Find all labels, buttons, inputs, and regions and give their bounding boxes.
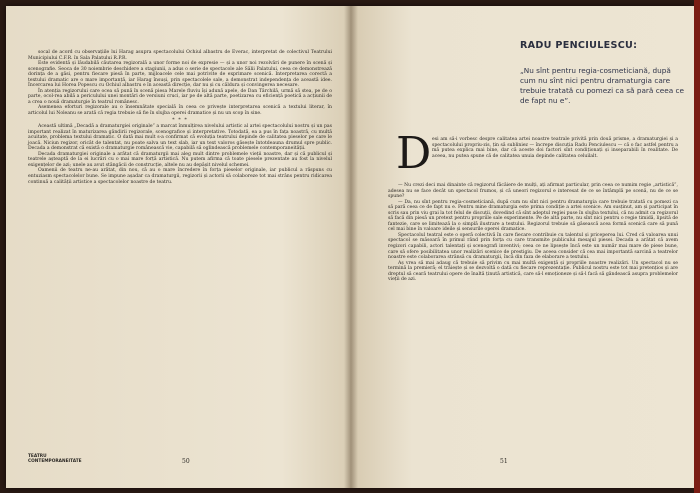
paragraph: Decada dramaturgiei originale a arătat că dramaturgii mai aleg mult dintre problemele vieții noastre, dar și că publicul și teatrele așteaptă de la ei lucrări cu o mai mare forță artistică. Nu putem afirma că toate piesele prezentate au fost la nivelul exigențelor de azi; unele au avut stângăcii de construcție, altele nu au depășit nivelul schemei. bbox=[28, 151, 332, 168]
footer-line: CONTEMPORANEITATE bbox=[28, 459, 82, 464]
intro-text bbox=[432, 137, 678, 159]
drop-cap: D bbox=[396, 128, 432, 179]
paragraph: În atenția regizorului care ocea să pună în scenă piesa Marele fluviu își adună apele, de Dan Tărchilă, urmă să stea, pe de o parte, ocol-rea abilă a periculului unei montări de versiuni cruci, iar pe de altă parte, poetizarea cu eficiență poetică a acțiunii de a crea o nouă dramaturgie în teatrul românesc. bbox=[28, 88, 332, 105]
running-footer bbox=[28, 454, 82, 464]
binding-edge bbox=[694, 0, 700, 493]
paragraph: Oamenii de teatru ne-au arătat, din nou, că au o mare încredere în forța pieselor originale, iar publicul a răspuns cu entuziasm spectacolelor bune. Se impune așadar ca dramaturgii, regizorii și actorii să colaboreze tot mai strâns pentru ridicarea continuă a calității artistice a spectacolelor noastre de teatru. bbox=[28, 168, 332, 185]
paragraph: Această ultimă „Decadă a dramaturgiei originale” a marcat înmulțirea nivelului artistic al artei spectacolului nostru și un pas important realizat în maturizarea gândirii regizorale, scenografice și interpretative. Totodată, ea a pus în fața noastră, cu multă acuitate, problema textului dramatic. O dată mai mult s-a confirmat că evoluția teatrului depinde de calitatea pieselor pe care le joacă. Niciun regizor, oricât de talentat, nu poate salva un text slab, iar un text valoros găsește întotdeauna drumul spre public. Decada a demonstrat că există o dramaturgie românească vie, capabilă să oglindească problemele contemporaneității. bbox=[28, 124, 332, 152]
paragraph: Asemenea eforturi regizorale au o însemnătate specială în ceea ce privește interpretarea scenică a textului literar, în articolul lui Noleanu se arată că regia trebuie să fie în slujba operei dramatice și nu un scop în sine. bbox=[28, 105, 332, 117]
book-spread bbox=[6, 6, 694, 488]
right-page-text-column bbox=[388, 183, 678, 283]
paragraph: Spectacolul teatral este o operă colectivă în care fiecare contribuie cu talentul și priceperea lui. Cred că valoarea unui spectacol se măsoară în primul rând prin forța cu care transmite publicului mesajul piesei. Decada a arătat că avem regizori capabili, actori talentați și scenografi inventivi; ceea ce ne lipsește încă este un număr mai mare de piese bune, care să ofere posibilitatea unor realizări scenice de prestigiu. De aceea consider că cea mai importantă sarcină a teatrelor noastre este colaborarea strânsă cu dramaturgii, încă din faza de elaborare a textului. bbox=[388, 232, 678, 261]
book-gutter bbox=[344, 6, 358, 488]
paragraph: socal de acord cu observațiile lui Harag asupra spectacolului Ochiul albastru de Everac, interpretat de colectivul Teatrului Municipiului C.F.R. în Sala Palatului R.P.R. bbox=[28, 50, 332, 61]
paragraph: Este evidentă și lăudabilă căutarea regizorală a unor forme noi de expresie — și a unor noi rezolvări de punere în scenă și scenografie. Seoca de 30 noiembrie deschidere a stagiunii, a adus o serie de spectacole ale Sălii Palatului, ceea ce demonstrează dorința de a găsi, pentru fiecare piesă în parte, mijloacele cele mai potrivite de exprimare scenică. Interpretarea corectă a textului dramatic are o mare importanță, iar Harag însuși, prin spectacolele sale, a demonstrat independența de această idee. Încercarea lui Horea Popescu cu Ochiul albastru e în această direcție, dar nu și cu căldura și convingerea necesare. bbox=[28, 61, 332, 89]
paragraph: Aș vrea să mai adaug că trebuie să privim cu mai multă exigență și propriile noastre realizări. Un spectacol nu se termină la premieră; el trăiește și se dezvoltă o dată cu fiecare reprezentație. Publicul nostru este tot mai pretențios și are dreptul să ceară teatrului opere de înaltă ținută artistică, care să-l emoționeze și să-l facă să gândească asupra problemelor vieții de azi. bbox=[388, 260, 678, 283]
footer-line: TEATRU bbox=[28, 454, 47, 459]
left-page bbox=[6, 6, 350, 488]
paragraph: — Da, nu sînt pentru regia-cosmeticiană, după cum nu sînt nici pentru dramaturgia care trebuie tratată cu pomezi ca să pară ceea ce de fapt nu e. Pentru mine dramaturgia este prima condiție a artei scenice. Am susținut, am și participat în scris sau prin viu grai la tot felul de discuții, dovedind că sînt adeptul regiei puse în slujba textului, că nu admit ca regizorul să facă din piesă un pretext pentru propriile sale experimente. Pe de altă parte, nu sînt nici pentru o regie timidă, lipsită de fantezie, care se limitează la o simplă ilustrare a textului. Regizorul trebuie să găsească acea formă scenică care să pună cel mai bine în valoare ideile și sensurile operei dramatice. bbox=[388, 199, 678, 233]
page-number-right: 51 bbox=[500, 458, 508, 465]
paragraph: esi am să-i vorbesc despre calitatea artei noastre teatrale privită prin două prisme, a dramaturgiei și a spectacolului propriu-zis, țin să subliniez — încrepe discuția Radu Penciulescu — că o fac astfel pentru a mă putea explica mai bine, dar că aceste doi factori sînt condiționați și inseparabili în realitate. De aceea, nu putea spune că de calitatea unuia depinde calitatea celuilalt. bbox=[432, 137, 678, 159]
interview-heading: RADU PENCIULESCU: bbox=[520, 40, 638, 51]
right-page bbox=[350, 6, 694, 488]
paragraph: — Nu crezi deci mai dinainte că regizorul fâcâiere de mulți, ați afirmat particular, prin ceea ce numim regie „artistică”, adesea nu se face decât un spectacol frumos, și că uneori regizorul e interesat de ce se întâmplă pe scenă, nu de ce se spune? bbox=[388, 183, 678, 200]
pull-quote: „Nu sînt pentru regia-cosmeticiană, după cum nu sînt nici pentru dramaturgia care trebuie tratată cu pomezi ca să pară ceea ce de fapt nu e”. bbox=[520, 66, 684, 105]
section-separator: * * * bbox=[172, 116, 188, 123]
page-number-left: 50 bbox=[182, 458, 190, 465]
left-page-text-column bbox=[28, 50, 332, 185]
